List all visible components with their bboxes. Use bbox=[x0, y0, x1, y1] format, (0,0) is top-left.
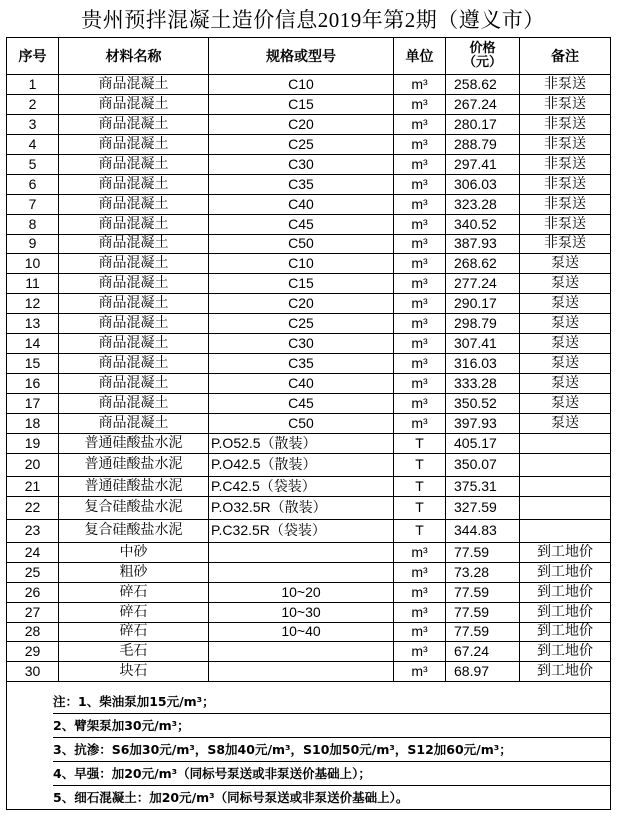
note-line: 2、臂架泵加30元/m³； bbox=[53, 714, 610, 738]
cell-spec bbox=[209, 562, 394, 582]
notes-cell bbox=[7, 682, 611, 810]
cell-name: 复合硅酸盐水泥 bbox=[59, 519, 209, 542]
cell-spec: C45 bbox=[209, 214, 394, 234]
table-row bbox=[7, 519, 611, 542]
cell-note: 泵送 bbox=[520, 394, 611, 414]
cell-note bbox=[520, 496, 611, 519]
cell-price: 77.59 bbox=[446, 622, 520, 642]
notes-row bbox=[7, 682, 611, 810]
cell-unit: m³ bbox=[394, 154, 446, 174]
table-row bbox=[7, 334, 611, 354]
cell-name: 商品混凝土 bbox=[59, 314, 209, 334]
cell-unit: m³ bbox=[394, 314, 446, 334]
cell-spec: C40 bbox=[209, 194, 394, 214]
cell-note bbox=[520, 433, 611, 453]
cell-note: 非泵送 bbox=[520, 75, 611, 95]
cell-no: 26 bbox=[7, 582, 59, 602]
cell-price: 306.03 bbox=[446, 174, 520, 194]
header-note: 备注 bbox=[520, 38, 611, 75]
table-row bbox=[7, 433, 611, 453]
cell-name: 商品混凝土 bbox=[59, 294, 209, 314]
cell-unit: m³ bbox=[394, 334, 446, 354]
cell-name: 商品混凝土 bbox=[59, 234, 209, 254]
table-row bbox=[7, 496, 611, 519]
cell-note: 泵送 bbox=[520, 354, 611, 374]
cell-name: 普通硅酸盐水泥 bbox=[59, 433, 209, 453]
note-line: 3、抗渗：S6加30元/m³，S8加40元/m³，S10加50元/m³，S12加60元/m³； bbox=[53, 738, 610, 762]
cell-name: 块石 bbox=[59, 662, 209, 682]
cell-note: 非泵送 bbox=[520, 194, 611, 214]
cell-no: 24 bbox=[7, 542, 59, 562]
cell-unit: m³ bbox=[394, 294, 446, 314]
cell-price: 344.83 bbox=[446, 519, 520, 542]
cell-note: 到工地价 bbox=[520, 542, 611, 562]
cell-spec: C10 bbox=[209, 254, 394, 274]
cell-unit: m³ bbox=[394, 75, 446, 95]
table-row bbox=[7, 662, 611, 682]
table-row bbox=[7, 642, 611, 662]
cell-name: 商品混凝土 bbox=[59, 194, 209, 214]
cell-spec: 10~20 bbox=[209, 582, 394, 602]
table-row bbox=[7, 274, 611, 294]
cell-name: 商品混凝土 bbox=[59, 214, 209, 234]
cell-unit: m³ bbox=[394, 622, 446, 642]
header-price-label: 价格 bbox=[469, 41, 496, 56]
cell-price: 67.24 bbox=[446, 642, 520, 662]
cell-spec: C45 bbox=[209, 394, 394, 414]
cell-no: 5 bbox=[7, 154, 59, 174]
cell-name: 中砂 bbox=[59, 542, 209, 562]
cell-no: 28 bbox=[7, 622, 59, 642]
cell-note: 到工地价 bbox=[520, 582, 611, 602]
table-row bbox=[7, 94, 611, 114]
header-spec: 规格或型号 bbox=[209, 38, 394, 75]
cell-no: 8 bbox=[7, 214, 59, 234]
cell-note: 泵送 bbox=[520, 334, 611, 354]
cell-name: 商品混凝土 bbox=[59, 174, 209, 194]
cell-price: 316.03 bbox=[446, 354, 520, 374]
cell-unit: T bbox=[394, 496, 446, 519]
cell-no: 18 bbox=[7, 413, 59, 433]
cell-unit: m³ bbox=[394, 274, 446, 294]
cell-name: 碎石 bbox=[59, 602, 209, 622]
cell-no: 4 bbox=[7, 134, 59, 154]
cell-spec: C40 bbox=[209, 374, 394, 394]
table-row bbox=[7, 602, 611, 622]
cell-spec: P.O42.5（散装） bbox=[209, 453, 394, 476]
cell-note: 泵送 bbox=[520, 314, 611, 334]
cell-note: 到工地价 bbox=[520, 622, 611, 642]
cell-no: 19 bbox=[7, 433, 59, 453]
cell-price: 307.41 bbox=[446, 334, 520, 354]
cell-name: 商品混凝土 bbox=[59, 374, 209, 394]
cell-no: 7 bbox=[7, 194, 59, 214]
cell-price: 288.79 bbox=[446, 134, 520, 154]
cell-price: 350.07 bbox=[446, 453, 520, 476]
cell-price: 290.17 bbox=[446, 294, 520, 314]
cell-spec: 10~30 bbox=[209, 602, 394, 622]
cell-price: 397.93 bbox=[446, 413, 520, 433]
table-row bbox=[7, 476, 611, 496]
cell-unit: m³ bbox=[394, 194, 446, 214]
cell-unit: m³ bbox=[394, 214, 446, 234]
cell-no: 2 bbox=[7, 94, 59, 114]
cell-note: 到工地价 bbox=[520, 662, 611, 682]
cell-note: 泵送 bbox=[520, 274, 611, 294]
cell-spec: C15 bbox=[209, 274, 394, 294]
cell-note bbox=[520, 453, 611, 476]
cell-price: 280.17 bbox=[446, 114, 520, 134]
cell-name: 复合硅酸盐水泥 bbox=[59, 496, 209, 519]
cell-no: 17 bbox=[7, 394, 59, 414]
cell-no: 30 bbox=[7, 662, 59, 682]
table-row bbox=[7, 314, 611, 334]
cell-price: 68.97 bbox=[446, 662, 520, 682]
table-row bbox=[7, 134, 611, 154]
cell-unit: m³ bbox=[394, 114, 446, 134]
table-row bbox=[7, 214, 611, 234]
cell-spec: C50 bbox=[209, 413, 394, 433]
cell-note bbox=[520, 476, 611, 496]
cell-price: 375.31 bbox=[446, 476, 520, 496]
cell-spec: C30 bbox=[209, 334, 394, 354]
cell-spec: P.O32.5R（散装） bbox=[209, 496, 394, 519]
note-line: 注：1、柴油泵加15元/m³； bbox=[53, 690, 610, 714]
cell-note: 非泵送 bbox=[520, 214, 611, 234]
cell-note: 非泵送 bbox=[520, 134, 611, 154]
table-row bbox=[7, 413, 611, 433]
cell-spec: C10 bbox=[209, 75, 394, 95]
cell-unit: T bbox=[394, 433, 446, 453]
cell-note: 泵送 bbox=[520, 413, 611, 433]
cell-no: 23 bbox=[7, 519, 59, 542]
cell-note: 非泵送 bbox=[520, 234, 611, 254]
table-row bbox=[7, 542, 611, 562]
table-row bbox=[7, 254, 611, 274]
cell-name: 毛石 bbox=[59, 642, 209, 662]
header-no: 序号 bbox=[7, 38, 59, 75]
cell-spec: C25 bbox=[209, 314, 394, 334]
cell-no: 22 bbox=[7, 496, 59, 519]
table-row bbox=[7, 294, 611, 314]
header-row bbox=[7, 38, 611, 75]
cell-unit: m³ bbox=[394, 174, 446, 194]
cell-no: 13 bbox=[7, 314, 59, 334]
table-row bbox=[7, 562, 611, 582]
cell-price: 387.93 bbox=[446, 234, 520, 254]
cell-note: 非泵送 bbox=[520, 174, 611, 194]
cell-no: 10 bbox=[7, 254, 59, 274]
cell-price: 327.59 bbox=[446, 496, 520, 519]
table-row bbox=[7, 154, 611, 174]
table-row bbox=[7, 374, 611, 394]
cell-unit: m³ bbox=[394, 602, 446, 622]
cell-unit: m³ bbox=[394, 582, 446, 602]
cell-price: 267.24 bbox=[446, 94, 520, 114]
cell-spec: C25 bbox=[209, 134, 394, 154]
cell-note: 泵送 bbox=[520, 294, 611, 314]
page-title: 贵州预拌混凝土造价信息2019年第2期（遵义市） bbox=[81, 8, 545, 32]
cell-no: 11 bbox=[7, 274, 59, 294]
cell-no: 21 bbox=[7, 476, 59, 496]
cell-unit: m³ bbox=[394, 413, 446, 433]
cell-unit: m³ bbox=[394, 94, 446, 114]
cell-no: 29 bbox=[7, 642, 59, 662]
note-line: 4、早强：加20元/m³（同标号泵送或非泵送价基础上）； bbox=[53, 762, 610, 786]
table-row bbox=[7, 354, 611, 374]
cell-unit: T bbox=[394, 519, 446, 542]
cell-spec bbox=[209, 642, 394, 662]
cell-no: 9 bbox=[7, 234, 59, 254]
table-row bbox=[7, 582, 611, 602]
table-row bbox=[7, 234, 611, 254]
table-row bbox=[7, 194, 611, 214]
cell-no: 20 bbox=[7, 453, 59, 476]
cell-spec: P.C32.5R（袋装） bbox=[209, 519, 394, 542]
cell-price: 258.62 bbox=[446, 75, 520, 95]
cell-no: 6 bbox=[7, 174, 59, 194]
cell-price: 77.59 bbox=[446, 542, 520, 562]
cell-no: 16 bbox=[7, 374, 59, 394]
cell-name: 粗砂 bbox=[59, 562, 209, 582]
table-row bbox=[7, 174, 611, 194]
cell-name: 商品混凝土 bbox=[59, 394, 209, 414]
table-row bbox=[7, 453, 611, 476]
cell-spec: C20 bbox=[209, 294, 394, 314]
cell-unit: m³ bbox=[394, 642, 446, 662]
cell-note: 到工地价 bbox=[520, 642, 611, 662]
cell-name: 商品混凝土 bbox=[59, 334, 209, 354]
cell-unit: T bbox=[394, 453, 446, 476]
cell-name: 商品混凝土 bbox=[59, 413, 209, 433]
cell-unit: m³ bbox=[394, 562, 446, 582]
cell-note: 非泵送 bbox=[520, 114, 611, 134]
cell-unit: m³ bbox=[394, 542, 446, 562]
cell-no: 3 bbox=[7, 114, 59, 134]
cell-spec: C35 bbox=[209, 174, 394, 194]
cell-unit: m³ bbox=[394, 354, 446, 374]
cell-unit: T bbox=[394, 476, 446, 496]
table-row bbox=[7, 622, 611, 642]
cell-unit: m³ bbox=[394, 374, 446, 394]
cell-unit: m³ bbox=[394, 394, 446, 414]
cell-price: 323.28 bbox=[446, 194, 520, 214]
table-row bbox=[7, 394, 611, 414]
header-price bbox=[446, 38, 520, 75]
cell-price: 73.28 bbox=[446, 562, 520, 582]
cell-spec: C30 bbox=[209, 154, 394, 174]
price-table bbox=[6, 37, 611, 810]
cell-name: 普通硅酸盐水泥 bbox=[59, 476, 209, 496]
table-row bbox=[7, 75, 611, 95]
header-name: 材料名称 bbox=[59, 38, 209, 75]
cell-price: 277.24 bbox=[446, 274, 520, 294]
cell-price: 77.59 bbox=[446, 602, 520, 622]
cell-unit: m³ bbox=[394, 254, 446, 274]
note-line: 5、细石混凝土：加20元/m³（同标号泵送或非泵送价基础上）。 bbox=[53, 790, 409, 806]
cell-no: 14 bbox=[7, 334, 59, 354]
cell-price: 350.52 bbox=[446, 394, 520, 414]
cell-no: 1 bbox=[7, 75, 59, 95]
cell-note: 非泵送 bbox=[520, 154, 611, 174]
cell-price: 405.17 bbox=[446, 433, 520, 453]
cell-name: 商品混凝土 bbox=[59, 274, 209, 294]
cell-spec bbox=[209, 662, 394, 682]
header-unit: 单位 bbox=[394, 38, 446, 75]
cell-spec: C50 bbox=[209, 234, 394, 254]
cell-spec: P.O52.5（散装） bbox=[209, 433, 394, 453]
cell-unit: m³ bbox=[394, 662, 446, 682]
cell-name: 商品混凝土 bbox=[59, 354, 209, 374]
cell-spec: P.C42.5（袋装） bbox=[209, 476, 394, 496]
cell-no: 15 bbox=[7, 354, 59, 374]
cell-unit: m³ bbox=[394, 134, 446, 154]
cell-price: 333.28 bbox=[446, 374, 520, 394]
cell-spec: C15 bbox=[209, 94, 394, 114]
cell-note: 泵送 bbox=[520, 374, 611, 394]
cell-price: 77.59 bbox=[446, 582, 520, 602]
cell-no: 25 bbox=[7, 562, 59, 582]
cell-name: 碎石 bbox=[59, 622, 209, 642]
header-price-unit: （元） bbox=[462, 55, 502, 70]
cell-price: 340.52 bbox=[446, 214, 520, 234]
cell-name: 商品混凝土 bbox=[59, 154, 209, 174]
cell-name: 商品混凝土 bbox=[59, 94, 209, 114]
cell-price: 268.62 bbox=[446, 254, 520, 274]
cell-name: 商品混凝土 bbox=[59, 75, 209, 95]
cell-note: 非泵送 bbox=[520, 94, 611, 114]
cell-spec: C20 bbox=[209, 114, 394, 134]
cell-note: 到工地价 bbox=[520, 562, 611, 582]
cell-spec: C35 bbox=[209, 354, 394, 374]
cell-name: 商品混凝土 bbox=[59, 254, 209, 274]
cell-unit: m³ bbox=[394, 234, 446, 254]
cell-name: 商品混凝土 bbox=[59, 114, 209, 134]
cell-no: 12 bbox=[7, 294, 59, 314]
cell-note: 到工地价 bbox=[520, 602, 611, 622]
cell-note bbox=[520, 519, 611, 542]
table-row bbox=[7, 114, 611, 134]
cell-price: 298.79 bbox=[446, 314, 520, 334]
cell-spec: 10~40 bbox=[209, 622, 394, 642]
cell-price: 297.41 bbox=[446, 154, 520, 174]
cell-spec bbox=[209, 542, 394, 562]
cell-no: 27 bbox=[7, 602, 59, 622]
cell-name: 普通硅酸盐水泥 bbox=[59, 453, 209, 476]
cell-name: 碎石 bbox=[59, 582, 209, 602]
cell-name: 商品混凝土 bbox=[59, 134, 209, 154]
cell-note: 泵送 bbox=[520, 254, 611, 274]
